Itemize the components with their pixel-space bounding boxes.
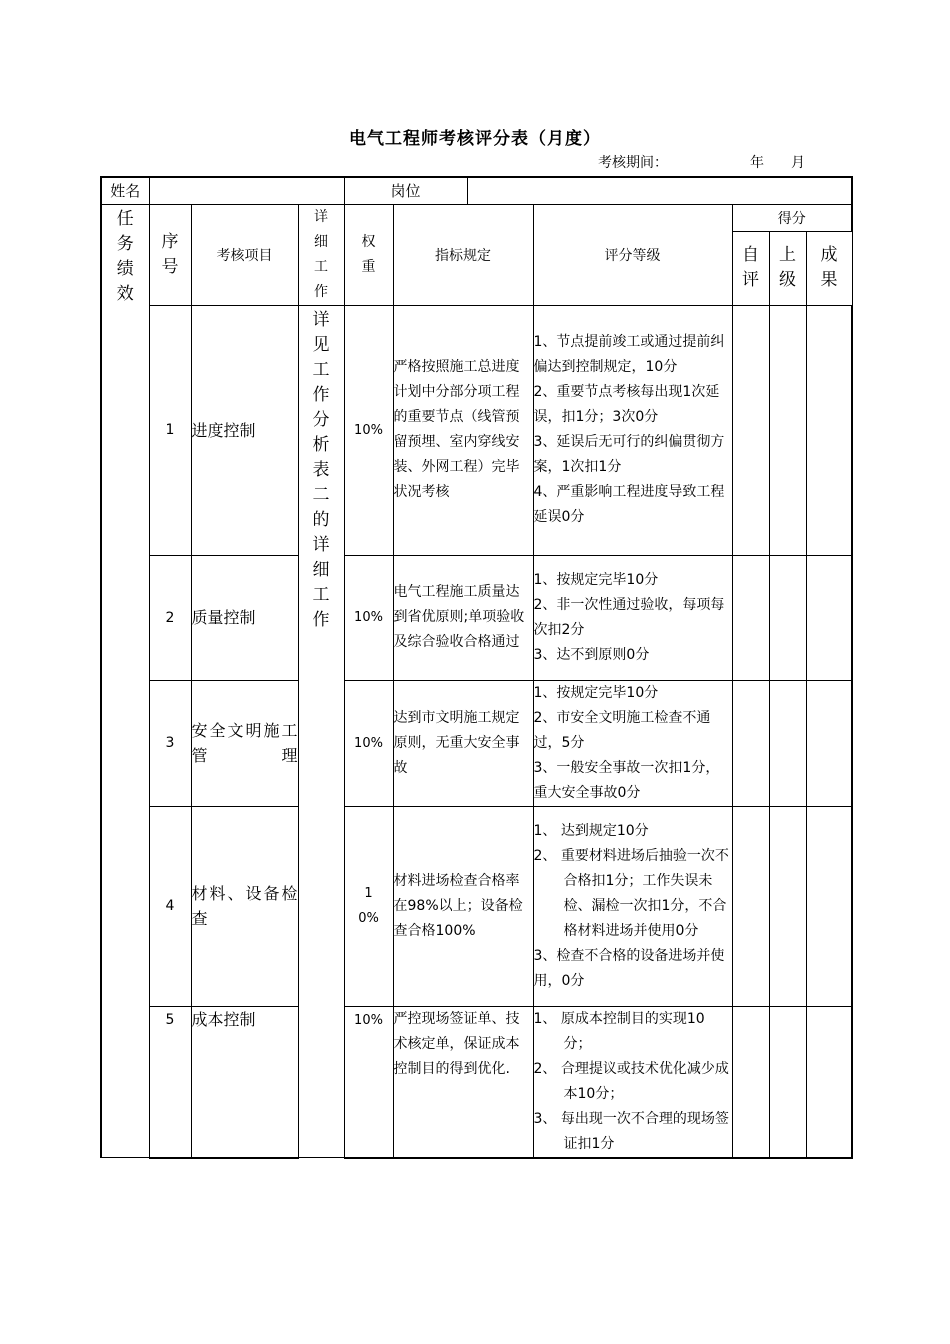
grade-line: 2、非一次性通过验收，每项每次扣2分 (533, 596, 725, 638)
self-score-cell[interactable] (732, 305, 769, 555)
grade-line: 1、 原成本控制目的实现10分； (533, 1010, 705, 1052)
row-item: 成本控制 (191, 1006, 298, 1158)
detail-work-merged: 详见工作分析表二的详细工作 (298, 305, 344, 1158)
self-score-cell[interactable] (732, 555, 769, 680)
row-grade (533, 1006, 732, 1158)
row-indicator: 严格按照施工总进度计划中分部分项工程的重要节点（线管预留预埋、室内穿线安装、外网工程）完毕状况考核 (393, 305, 533, 555)
grade-line: 3、达不到原则0分 (533, 646, 650, 663)
superior-score-cell[interactable] (769, 680, 806, 806)
section-task-performance: 任务绩效 (101, 204, 149, 1158)
row-weight: 10% (344, 305, 393, 555)
grade-line: 3、延误后无可行的纠偏贯彻方案，1次扣1分 (533, 434, 725, 475)
grade-line: 3、一般安全事故一次扣1分，重大安全事故0分 (533, 759, 720, 801)
result-score-cell[interactable] (806, 305, 852, 555)
header-superior-score: 上级 (769, 232, 806, 305)
header-self-score: 自评 (732, 232, 769, 305)
row-grade (533, 680, 732, 806)
row-number: 3 (149, 680, 191, 806)
table-row (101, 1006, 852, 1158)
header-grade: 评分等级 (533, 204, 732, 305)
row-indicator: 达到市文明施工规定原则，无重大安全事故 (393, 680, 533, 806)
row-number: 2 (149, 555, 191, 680)
row-indicator: 电气工程施工质量达到省优原则;单项验收及综合验收合格通过 (393, 555, 533, 680)
row-item: 质量控制 (191, 555, 298, 680)
grade-line: 1、按规定完毕10分 (533, 571, 659, 588)
grade-line: 1、按规定完毕10分 (533, 684, 659, 701)
grade-line: 2、市安全文明施工检查不通过，5分 (533, 709, 711, 751)
row-weight: 10% (344, 806, 393, 1006)
result-score-cell[interactable] (806, 680, 852, 806)
row-number: 4 (149, 806, 191, 1006)
grade-line: 2、 重要材料进场后抽验一次不合格扣1分；工作失误未检、漏检一次扣1分，不合格材料进场并使用0分 (533, 847, 729, 939)
header-result-score: 成果 (806, 232, 852, 305)
grade-line: 4、严重影响工程进度导致工程延误0分 (533, 484, 725, 525)
result-score-cell[interactable] (806, 555, 852, 680)
row-indicator: 严控现场签证单、技术核定单，保证成本控制目的得到优化. (393, 1006, 533, 1158)
row-number: 1 (149, 305, 191, 555)
row-indicator: 材料进场检查合格率在98%以上；设备检查合格100% (393, 806, 533, 1006)
result-score-cell[interactable] (806, 806, 852, 1006)
header-item: 考核项目 (191, 204, 298, 305)
assessment-table (100, 176, 853, 1159)
row-item: 材料、设备检查 (191, 806, 298, 1006)
grade-line: 3、 每出现一次不合理的现场签证扣1分 (533, 1110, 729, 1152)
table-row (101, 806, 852, 1006)
header-seq: 序号 (149, 204, 191, 305)
superior-score-cell[interactable] (769, 806, 806, 1006)
period-label: 考核期间： (598, 155, 668, 171)
row-number: 5 (149, 1006, 191, 1158)
period-month-label: 月 (791, 155, 805, 171)
grade-line: 3、检查不合格的设备进场并使用，0分 (533, 947, 725, 989)
row-item: 进度控制 (191, 305, 298, 555)
header-score: 得分 (732, 204, 852, 232)
grade-line: 2、重要节点考核每出现1次延误，扣1分；3次0分 (533, 384, 720, 425)
row-weight: 10% (344, 555, 393, 680)
period-year-label: 年 (750, 155, 764, 171)
position-label: 岗位 (344, 177, 467, 204)
superior-score-cell[interactable] (769, 1006, 806, 1158)
self-score-cell[interactable] (732, 680, 769, 806)
row-grade (533, 806, 732, 1006)
row-weight: 10% (344, 1006, 393, 1158)
table-row (101, 305, 852, 555)
row-item: 安全文明施工管理 (191, 680, 298, 806)
header-indicator: 指标规定 (393, 204, 533, 305)
superior-score-cell[interactable] (769, 305, 806, 555)
position-value-cell[interactable] (467, 177, 852, 204)
grade-line: 1、节点提前竣工或通过提前纠偏达到控制规定，10分 (533, 334, 725, 375)
page-title: 电气工程师考核评分表（月度） (349, 129, 601, 149)
header-weight: 权重 (344, 204, 393, 305)
self-score-cell[interactable] (732, 1006, 769, 1158)
name-label: 姓名 (101, 177, 149, 204)
result-score-cell[interactable] (806, 1006, 852, 1158)
superior-score-cell[interactable] (769, 555, 806, 680)
grade-line: 2、 合理提议或技术优化减少成本10分； (533, 1060, 729, 1102)
row-grade (533, 555, 732, 680)
table-row (101, 555, 852, 680)
name-value-cell[interactable] (149, 177, 344, 204)
header-detail: 详细工作 (298, 204, 344, 305)
row-grade (533, 305, 732, 555)
row-weight: 10% (344, 680, 393, 806)
table-row (101, 680, 852, 806)
grade-line: 1、 达到规定10分 (533, 822, 649, 839)
self-score-cell[interactable] (732, 806, 769, 1006)
